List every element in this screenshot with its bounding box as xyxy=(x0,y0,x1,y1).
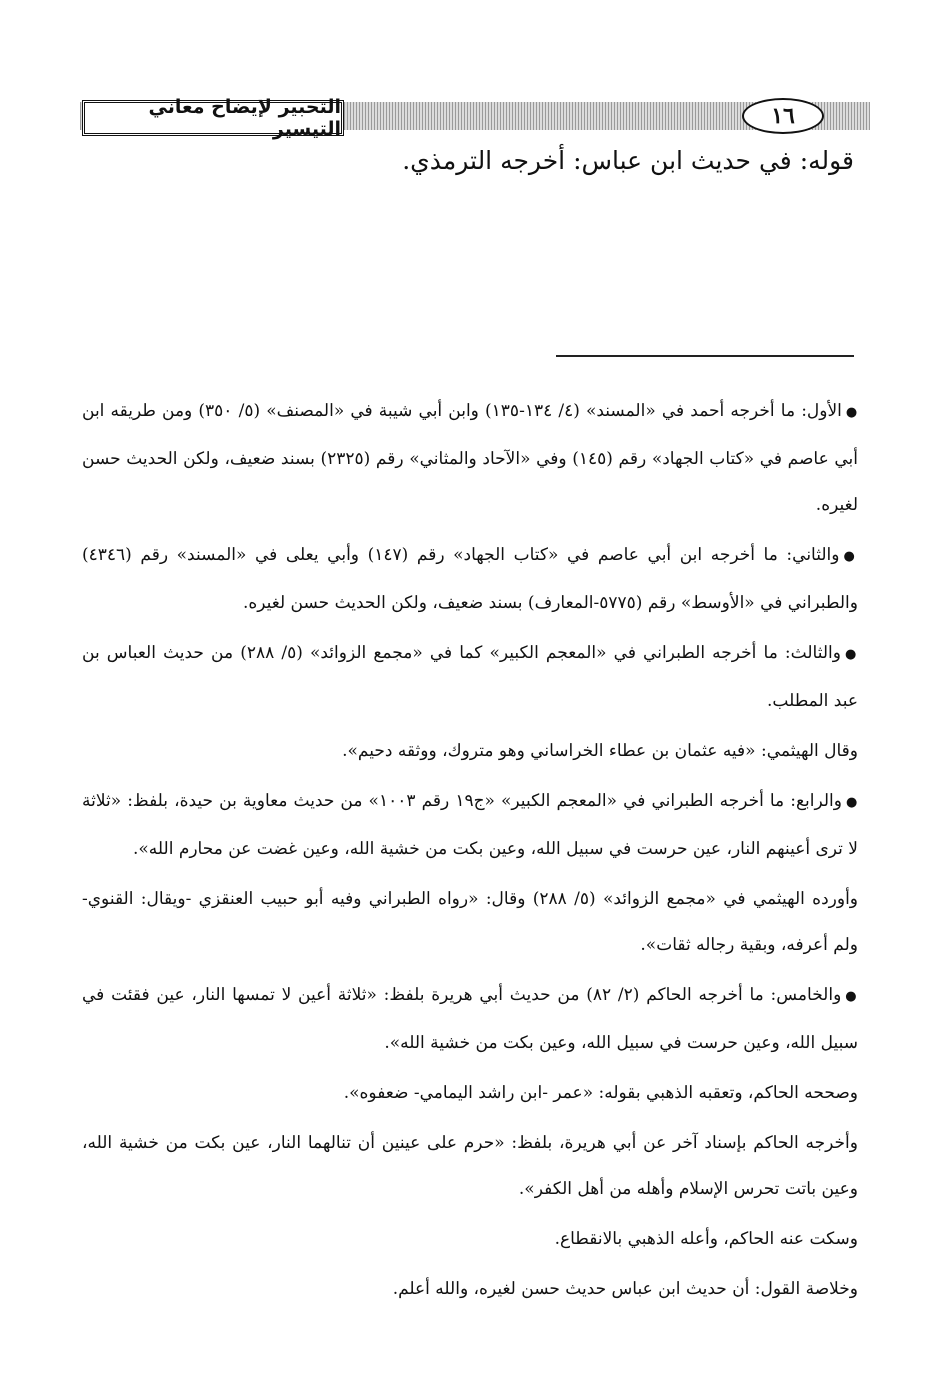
bullet-icon: ● xyxy=(843,549,859,564)
page-number-text: ١٦ xyxy=(771,103,795,129)
bullet-icon: ● xyxy=(844,647,858,662)
book-title xyxy=(82,96,344,140)
footnote-paragraph: وقال الهيثمي: «فيه عثمان بن عطاء الخراساني وهو متروك، ووثقه دحيم». xyxy=(342,741,858,761)
footnote-paragraph: ●والثالث: ما أخرجه الطبراني في «المعجم الكبير» كما في «مجمع الزوائد» (٥/ ٢٨٨) من حديث العباس بن عبد المطلب. xyxy=(82,643,858,711)
footnote-paragraph: وصححه الحاكم، وتعقبه الذهبي بقوله: «عمر -ابن راشد اليمامي- ضعفوه». xyxy=(343,1083,858,1103)
footnote-paragraph: وأورده الهيثمي في «مجمع الزوائد» (٥/ ٢٨٨) وقال: «رواه الطبراني وفيه أبو حبيب العنقزي -ويقال: القنوي- ولم أعرفه، وبقية رجاله ثقات». xyxy=(82,889,858,955)
footnote-paragraph: ●والرابع: ما أخرجه الطبراني في «المعجم الكبير» «ج١٩ رقم ١٠٠٣» من حديث معاوية بن حيدة، بلفظ: «ثلاثة لا ترى أعينهم النار، عين حرست في سبيل الله، وعين بكت من خشية الله، وعين غضت عن محارم الله». xyxy=(82,791,858,859)
footnote-paragraph: وأخرجه الحاكم بإسناد آخر عن أبي هريرة، بلفظ: «حرم على عينين أن تنالهما النار، عين بكت من خشية الله، وعين باتت تحرس الإسلام وأهله من أهل الكفر». xyxy=(82,1133,858,1199)
main-text: قوله: في حديث ابن عباس: أخرجه الترمذي. xyxy=(402,146,854,175)
book-title-text: التحبير لإيضاح معاني التيسير xyxy=(148,96,341,140)
footnote-paragraph: وخلاصة القول: أن حديث ابن عباس حديث حسن لغيره، والله أعلم. xyxy=(392,1279,858,1299)
footnotes xyxy=(82,388,858,1316)
footnote-paragraph: ●والخامس: ما أخرجه الحاكم (٢/ ٨٢) من حديث أبي هريرة بلفظ: «ثلاثة أعين لا تمسها النار، عين فقئت في سبيل الله، وعين حرست في سبيل الله، وعين بكت من خشية الله». xyxy=(82,985,858,1053)
bullet-icon: ● xyxy=(845,795,858,810)
bullet-icon: ● xyxy=(845,405,858,420)
running-header xyxy=(80,94,870,146)
bullet-icon: ● xyxy=(845,989,858,1004)
footnote-paragraph: ●الأول: ما أخرجه أحمد في «المسند» (٤/ ١٣٤-١٣٥) وابن أبي شيبة في «المصنف» (٥/ ٣٥٠) ومن طريقه ابن أبي عاصم في «كتاب الجهاد» رقم (١٤٥) وفي «الآحاد والمثاني» رقم (٢٣٢٥) بسند ضعيف، ولكن الحديث حسن لغيره. xyxy=(82,401,858,515)
footnote-paragraph: ●والثاني: ما أخرجه ابن أبي عاصم في «كتاب الجهاد» رقم (١٤٧) وأبي يعلى في «المسند» رقم (٤٣٤٦) والطبراني في «الأوسط» رقم (٥٧٧٥-المعارف) بسند ضعيف، ولكن الحديث حسن لغيره. xyxy=(82,545,859,613)
page-number xyxy=(742,98,824,134)
footnote-separator xyxy=(556,355,854,357)
footnote-paragraph: وسكت عنه الحاكم، وأعله الذهبي بالانقطاع. xyxy=(554,1229,858,1249)
